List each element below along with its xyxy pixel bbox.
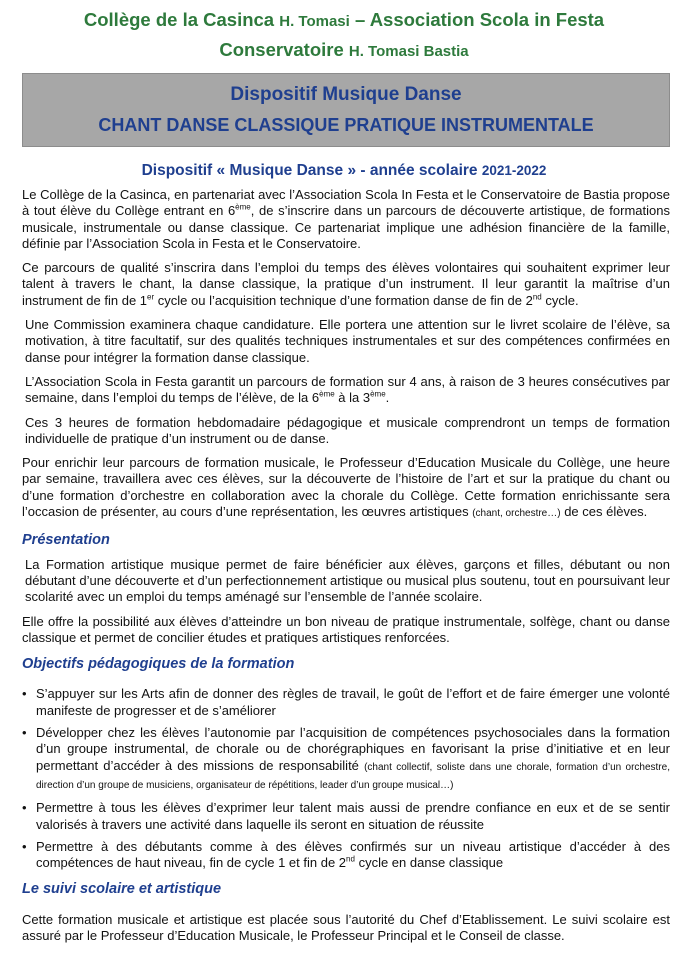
text-segment: S’appuyer sur les Arts afin de donner des règles de travail, le goût de l’effort et de faire émerger une volonté manifeste de progresser et de s’améliorer xyxy=(36,686,670,718)
list-item xyxy=(22,800,670,833)
intro-paragraph-1 xyxy=(22,187,670,252)
conservatoire-name: H. Tomasi Bastia xyxy=(348,43,469,60)
superscript: er xyxy=(147,292,155,302)
text-segment: Le Collège de la Casinca, en partenariat avec l’Association Scola In Festa et le Conservatoire de Bastia propose à tout élève du Collège entrant en 6 xyxy=(22,187,670,219)
text-segment: Permettre à tous les élèves d’exprimer leur talent mais aussi de prendre confiance en eux et de se sentir valorisés à travers une activité dans laquelle ils seront en situation de réussite xyxy=(36,800,670,832)
text-segment: Développer chez les élèves l’autonomie par l’acquisition de compétences psychosociales dans la formation d’un groupe instrumental, de chorale ou de chorégraphiques en favorisant la prise d’initiative et en leur permettant d’accéder à des missions de responsabilité xyxy=(36,725,670,773)
presentation-paragraph-2: Elle offre la possibilité aux élèves d’atteindre un bon niveau de pratique instrumentale, solfège, chant ou danse classique et permet de concilier études et pratiques artistiques renforcées. xyxy=(22,613,670,645)
bullet-icon: • xyxy=(22,686,27,702)
intro-paragraph-2 xyxy=(22,260,670,309)
text-segment: Pour enrichir leur parcours de formation musicale, le Professeur d’Education Musicale du Collège, une heure par semaine, travaillera avec ces élèves, sur la découverte de l’histoire de l’art et sur la pratique du chant ou d’une formation d’orchestre en collaboration avec la chorale du Collège. Cette formation enrichissante sera l’occasion de présenter, au cours d’une représentation, les œuvres artistiques xyxy=(22,455,670,520)
text-segment: cycle ou l’acquisition technique d’une formation danse de fin de 2 xyxy=(154,292,533,308)
superscript: ème xyxy=(235,202,251,212)
conservatoire-label: Conservatoire xyxy=(219,39,344,60)
bullet-icon: • xyxy=(22,800,27,816)
superscript: ème xyxy=(370,389,386,399)
title-banner xyxy=(22,73,670,147)
text-segment: Permettre à des débutants comme à des élèves confirmés sur un niveau artistique d’accéder à des compétences de haut niveau, fin de cycle 1 et fin de 2 xyxy=(36,838,670,871)
document-title xyxy=(0,162,688,180)
header-line-2 xyxy=(0,38,688,64)
section-heading-presentation: Présentation xyxy=(22,532,110,549)
text-segment: , de s’inscrire dans un parcours de découverte artistique, de formations musicale, instrumentale ou danse classique. Ce partenariat implique une adhésion financière de la famille, définie par l’Association Scola in Festa et le Conservatoire. xyxy=(22,203,670,251)
list-item xyxy=(22,686,670,719)
text-segment: de ces élèves. xyxy=(560,504,648,520)
superscript: nd xyxy=(346,854,355,864)
intro-paragraph-5: Ces 3 heures de formation hebdomadaire pédagogique et musicale comprendront un temps de formation individuelle de pratique d’un instrument ou de danse. xyxy=(25,414,670,446)
text-segment: . xyxy=(385,390,390,406)
suivi-paragraph-1: Cette formation musicale et artistique est placée sous l’autorité du Chef d’Etablissement. Le suivi scolaire est assuré par le Professeur d’Education Musicale, le Professeur Principal et le Conseil de classe. xyxy=(22,911,670,943)
objectives-list xyxy=(22,686,670,871)
presentation-paragraph-1: La Formation artistique musique permet de faire bénéficier aux élèves, garçons et filles, débutant ou non débutant d’une découverte et d’un perfectionnement artistique ou musical plus soutenu, tout en poursuivant leur scolarité avec un emploi du temps aménagé sur l’ensemble de l’année scolaire. xyxy=(25,556,670,605)
association-name: – Association Scola in Festa xyxy=(354,9,605,30)
small-note: (chant, orchestre…) xyxy=(472,508,561,520)
document-body xyxy=(22,187,670,952)
text-segment: Ce parcours de qualité s’inscrira dans l’emploi du temps des élèves volontaires qui souhaitent exprimer leur talent à travers le chant, la danse classique, la pratique d’un instrument. Il leur garantit la maîtrise d’un instrument de fin de 1 xyxy=(22,260,670,308)
small-note: (chant collectif, soliste dans une chorale, formation d’un orchestre, direction d’un groupe de musiciens, organisateur de répétitions, leader d’un groupe musical…) xyxy=(36,761,670,791)
college-name: Collège de la Casinca xyxy=(83,9,275,30)
list-item xyxy=(22,839,670,872)
list-item xyxy=(22,725,670,794)
text-segment: cycle. xyxy=(541,292,579,308)
bullet-icon: • xyxy=(22,838,27,854)
section-heading-suivi: Le suivi scolaire et artistique xyxy=(22,881,222,898)
college-namesake: H. Tomasi xyxy=(279,13,350,30)
school-year: 2021-2022 xyxy=(481,163,547,178)
superscript: ème xyxy=(319,389,335,399)
banner-title: Dispositif Musique Danse xyxy=(230,84,462,105)
text-segment: à la 3 xyxy=(334,390,371,406)
header-line-1 xyxy=(0,8,688,34)
document-title-main: Dispositif « Musique Danse » - année scolaire xyxy=(141,162,478,179)
superscript: nd xyxy=(532,292,542,302)
section-heading-objectifs: Objectifs pédagogiques de la formation xyxy=(22,656,295,673)
bullet-icon: • xyxy=(22,725,27,741)
text-segment: L’Association Scola in Festa garantit un parcours de formation sur 4 ans, à raison de 3 heures consécutives par semaine, dans l’emploi du temps de l’élève, de la 6 xyxy=(25,373,670,406)
banner-subtitle: CHANT DANSE CLASSIQUE PRATIQUE INSTRUMENTALE xyxy=(98,115,594,135)
text-segment: cycle en danse classique xyxy=(354,855,504,871)
intro-paragraph-6 xyxy=(22,455,670,522)
intro-paragraph-3: Une Commission examinera chaque candidature. Elle portera une attention sur le livret scolaire de l’élève, sa motivation, à titre facultatif, sur des qualités techniques instrumentales et sur des compétences confirmées en danse pour intégrer la formation danse classique. xyxy=(25,317,670,365)
intro-paragraph-4 xyxy=(22,374,670,407)
